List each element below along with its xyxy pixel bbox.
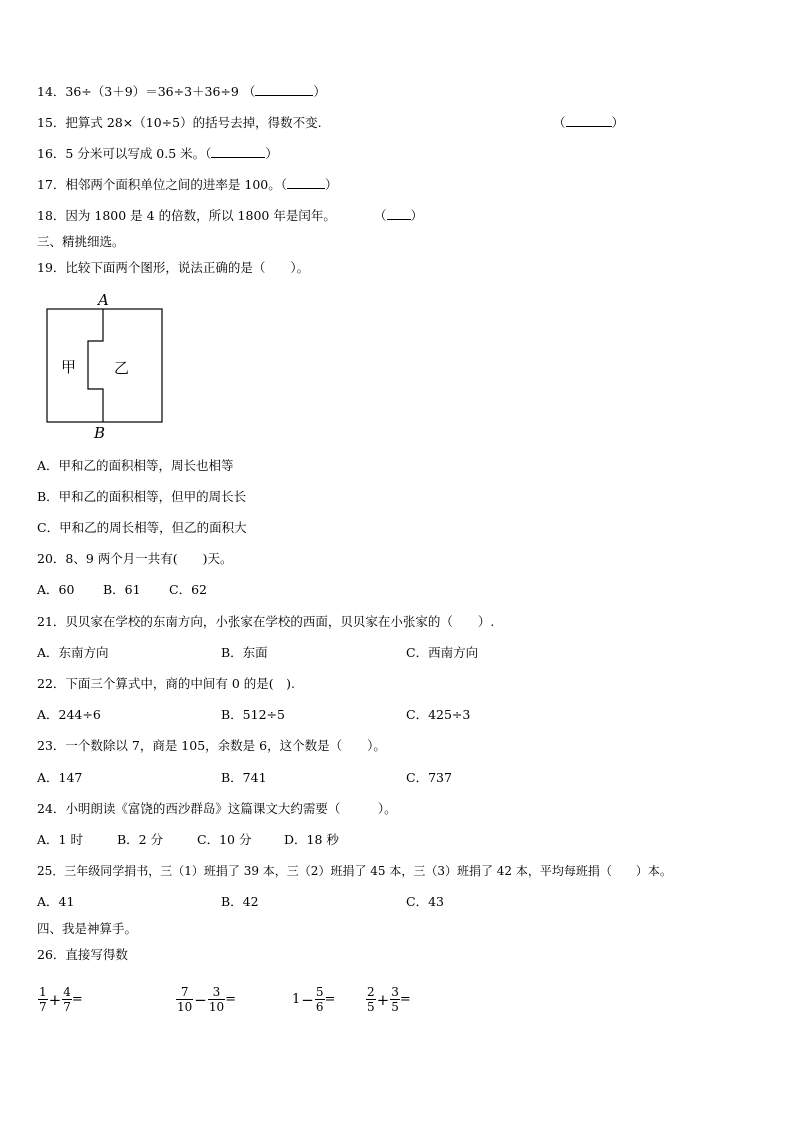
question-19-option-b[interactable]: B．甲和乙的面积相等，但甲的周长长 [37,489,247,504]
question-20-option-c[interactable]: C．62 [169,582,207,597]
calc-expression-1: $\frac{1}{7}$ + $\frac{4}{7}$ = [39,985,83,1014]
question-15-answer: （ ） [553,115,625,130]
fraction: $\frac{4}{7}$ [63,985,71,1014]
question-23: 23．一个数除以 7，商是 105，余数是 6，这个数是（ ）。 [37,738,386,753]
question-14 [37,84,326,100]
answer-blank-17[interactable] [287,177,325,189]
fraction: $\frac{5}{6}$ [315,985,324,1014]
question-18 [37,208,336,224]
question-26: 26．直接写得数 [37,947,128,962]
question-17: 17．相邻两个面积单位之间的进率是 100。（ ） [37,177,338,192]
question-16-text: 16．5 分米可以写成 0.5 米。（ [37,146,212,161]
calc-expression-2: $\frac{7}{10}$ − $\frac{3}{10}$ = [177,985,237,1014]
question-23-option-a[interactable]: A．147 [37,770,83,785]
question-21-option-b[interactable]: B．东面 [221,645,268,660]
question-25-option-b[interactable]: B．42 [221,894,259,909]
section-heading-3: 三、精挑细选。 [37,234,125,249]
split-rectangle-diagram [40,300,170,430]
question-24-option-a[interactable]: A．1 时 [37,832,83,847]
question-22-option-b[interactable]: B．512÷5 [221,707,285,722]
answer-blank-16[interactable] [211,146,265,158]
region-label-jia: 甲 [61,358,77,376]
answer-blank-15[interactable] [566,115,612,127]
question-16: 16．5 分米可以写成 0.5 米。（ ） [37,146,278,161]
question-18-text: 18．因为 1800 是 4 的倍数，所以 1800 年是闰年。 [37,208,336,223]
calc-expression-3: 1− $\frac{5}{6}$ = [292,985,336,1014]
question-14-close: ） [313,84,326,99]
question-20-option-a[interactable]: A．60 [37,582,75,597]
question-22-option-a[interactable]: A．244÷6 [37,707,101,722]
answer-blank-14[interactable] [255,84,313,96]
question-23-option-c[interactable]: C．737 [406,770,452,785]
dividing-line [88,309,103,422]
fraction: $\frac{3}{5}$ [391,985,399,1014]
question-19: 19．比较下面两个图形，说法正确的是（ ）。 [37,260,310,275]
question-24-option-d[interactable]: D．18 秒 [284,832,339,847]
question-25-option-c[interactable]: C．43 [406,894,444,909]
question-23-option-b[interactable]: B．741 [221,770,267,785]
question-21: 21．贝贝家在学校的东南方向，小张家在学校的西面，贝贝家在小张家的（ ）. [37,614,495,629]
answer-blank-18[interactable] [387,208,411,220]
question-18-answer: （ ） [374,208,424,223]
question-15-text: 15．把算式 28×（10÷5）的括号去掉，得数不变. [37,115,322,130]
question-21-option-c[interactable]: C．西南方向 [406,645,479,660]
point-label-b: B [94,424,106,442]
fraction: $\frac{3}{10}$ [208,985,225,1014]
point-label-a: A [98,291,109,309]
fraction: $\frac{7}{10}$ [177,985,193,1014]
fraction: $\frac{1}{7}$ [39,985,47,1014]
question-25-option-a[interactable]: A．41 [37,894,75,909]
question-20-option-b[interactable]: B．61 [103,582,141,597]
section-heading-4: 四、我是神算手。 [37,921,138,936]
question-14-text: 14．36÷（3＋9）＝36÷3＋36÷9 （ [37,84,256,99]
question-24-option-c[interactable]: C．10 分 [197,832,252,847]
calc-expression-4: $\frac{2}{5}$ + $\frac{3}{5}$ = [367,985,411,1014]
question-25: 25．三年级同学捐书，三（1）班捐了 39 本，三（2）班捐了 45 本，三（3）班捐了 42 本，平均每班捐（ ）本。 [37,864,672,878]
question-22: 22．下面三个算式中，商的中间有 0 的是( ). [37,676,296,691]
question-24-option-b[interactable]: B．2 分 [117,832,164,847]
region-label-yi: 乙 [114,359,130,377]
question-19-option-a[interactable]: A．甲和乙的面积相等，周长也相等 [37,458,234,473]
question-19-option-c[interactable]: C．甲和乙的周长相等，但乙的面积大 [37,520,247,535]
question-20: 20．8、9 两个月一共有( )天。 [37,551,233,566]
question-21-option-a[interactable]: A．东南方向 [37,645,109,660]
question-15 [37,115,322,131]
fraction: $\frac{2}{5}$ [367,985,375,1014]
question-17-text: 17．相邻两个面积单位之间的进率是 100。（ [37,177,287,192]
question-24: 24．小明朗读《富饶的西沙群岛》这篇课文大约需要（ ）。 [37,801,397,816]
question-22-option-c[interactable]: C．425÷3 [406,707,471,722]
